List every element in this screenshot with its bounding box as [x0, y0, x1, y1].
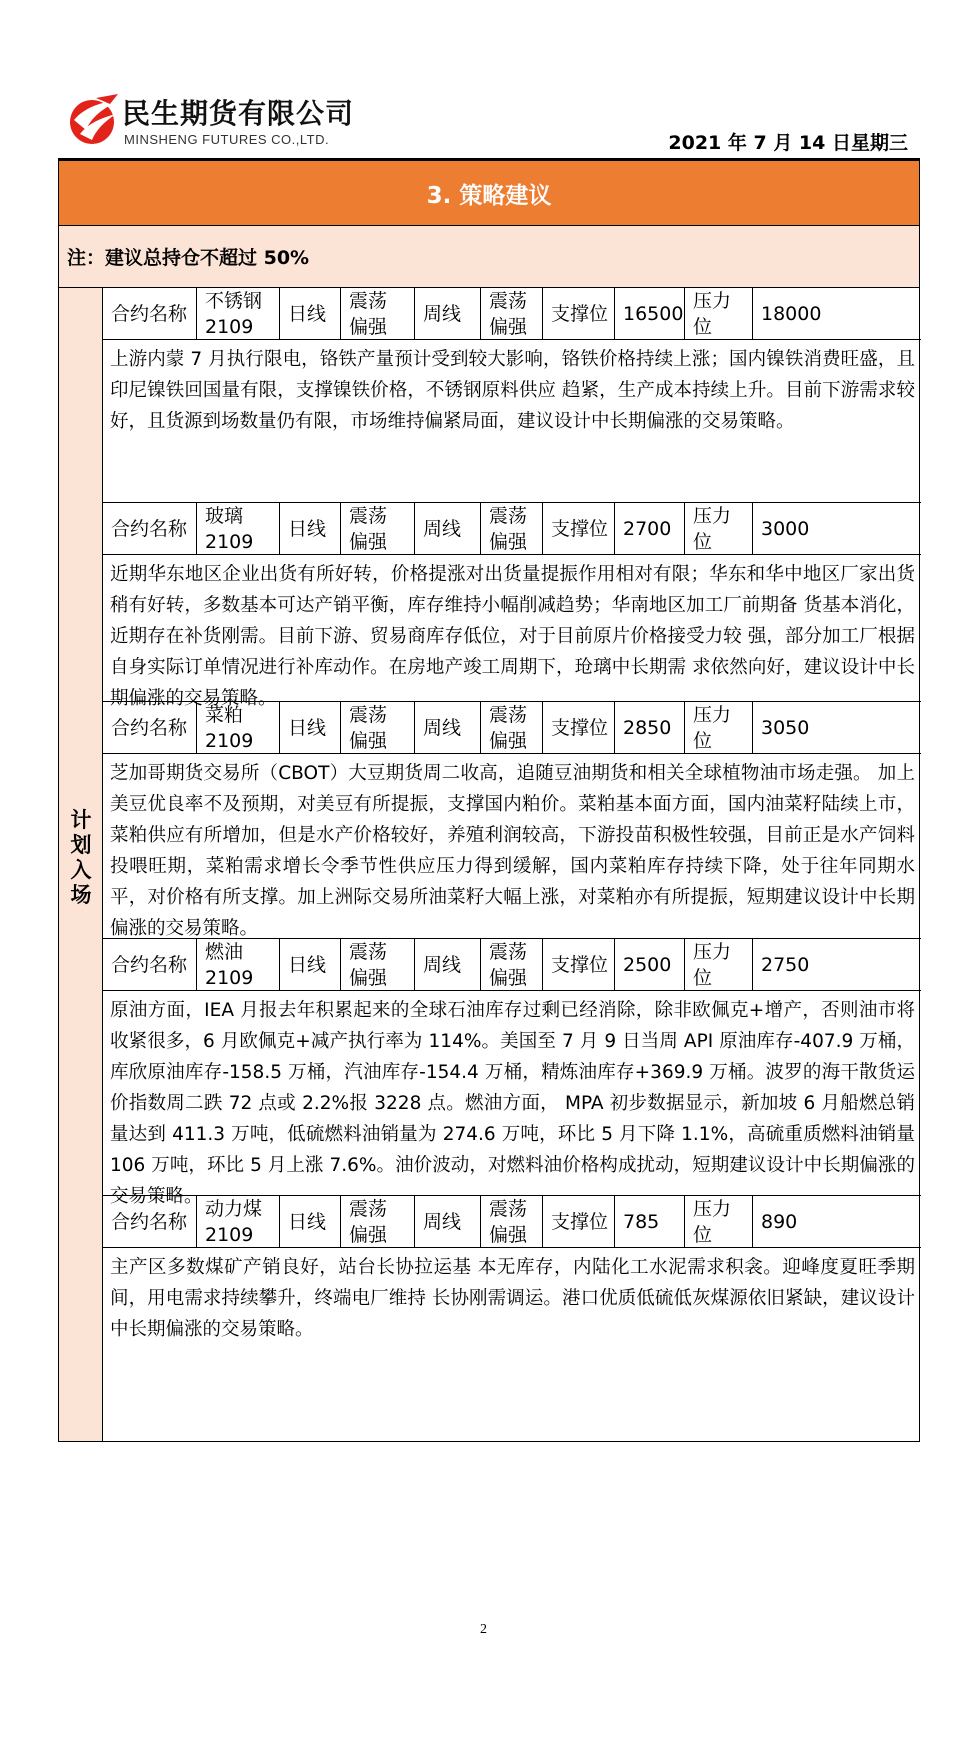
weekly-trend: 震荡 偏强	[481, 1196, 543, 1247]
pressure-value: 3050	[761, 716, 810, 739]
support-label: 支撑位	[543, 702, 615, 753]
contract-analysis: 近期华东地区企业出货有所好转，价格提涨对出货量提振作用相对有限；华东和华中地区厂家出货稍有好转，多数基本可达产销平衡，库存维持小幅削减趋势；华南地区加工厂前期备 货基本消化，近期存在补货刚需。目前下游、贸易商库存低位，对于目前原片价格接受力较 强，部分加工厂根据自身实际订单情况进行补库动作。在房地产竣工周期下，玱璃中长期需 求依然向好，建议设计中长期偏涨的交易策略。	[103, 555, 921, 702]
pressure-label: 压力 位	[685, 503, 753, 554]
contract-row	[103, 702, 921, 754]
weekly-label: 周线	[415, 702, 481, 753]
pressure-label: 压力 位	[685, 1196, 753, 1247]
contract-name: 菜粕 2109	[197, 702, 280, 753]
support-value: 2850	[615, 702, 685, 753]
page-header	[58, 88, 920, 156]
weekly-trend: 震荡 偏强	[481, 288, 543, 339]
contract-name: 不锈钢 2109	[197, 288, 280, 339]
daily-label: 日线	[280, 702, 341, 753]
support-label: 支撑位	[543, 1196, 615, 1247]
minsheng-logo-icon	[66, 90, 122, 148]
contract-row	[103, 1196, 921, 1248]
contract-label: 合约名称	[103, 503, 197, 554]
pressure-value: 890	[761, 1210, 798, 1233]
contract-analysis: 原油方面，IEA 月报去年积累起来的全球石油库存过剩已经消除，除非欧佩克+增产，否则油市将收紧很多，6 月欧佩克+减产执行率为 114%。美国至 7 月 9 日当周 API 原油库存-407.9 万桶，库欣原油库存-158.5 万桶，汽油库存-154.4 万桶，精炼油库存+369.9 万桶。波罗的海干散货运价指数周二跌 72 点或 2.2%报 3228 点。燃油方面， MPA 初步数据显示，新加坡 6 月船燃总销量达到 411.3 万吨，低硫燃料油销量为 274.6 万吨，环比 5 月下降 1.1%，高硫重质燃料油销量 106 万吨，环比 5 月上涨 7.6%。油价波动，对燃料油价格构成扰动，短期建议设计中长期偏涨的交易策略。	[103, 991, 921, 1196]
contract-row	[103, 503, 921, 555]
contract-label: 合约名称	[103, 288, 197, 339]
contract-analysis: 主产区多数煤矿产销良好，站台长协拉运基 本无库存，内陆化工水泥需求积衾。迎峰度夏旺季期间，用电需求持续攀升，终端电厂维持 长协刚需调运。港口优质低硫低灰煤源依旧紧缺，建议设计中长期偏涨的交易策略。	[110, 1257, 915, 1340]
pressure-value: 2750	[761, 953, 810, 976]
daily-trend: 震荡 偏强	[341, 939, 415, 990]
contract-analysis: 芝加哥期货交易所（CBOT）大豆期货周二收高，追随豆油期货和相关全球植物油市场走强。 加上美豆优良率不及预期，对美豆有所提振，支撑国内粕价。菜粕基本面方面，国内油菜籽陆续上市，菜粕供应有所增加，但是水产价格较好，养殖利润较高，下游投苗积极性较强，目前正是水产饲料投喂旺期，菜粕需求增长令季节性供应压力得到缓解，国内菜粕库存持续下降，处于往年同期水平，对价格有所支撑。加上洲际交易所油菜籽大幅上涨，对菜粕亦有所提振，短期建议设计中长期偏涨的交易策略。	[103, 754, 921, 939]
pressure-label: 压力 位	[685, 702, 753, 753]
company-name-en: MINSHENG FUTURES CO.,LTD.	[124, 132, 330, 147]
contract-label: 合约名称	[103, 1196, 197, 1247]
contract-name: 燃油 2109	[197, 939, 280, 990]
page-number: 2	[480, 1622, 487, 1637]
contract-name: 玻璃 2109	[197, 503, 280, 554]
contract-label: 合约名称	[103, 702, 197, 753]
support-value: 2500	[615, 939, 685, 990]
entry-plan-sidebar	[59, 288, 103, 1441]
position-note: 注：建议总持仓不超过 50%	[59, 226, 919, 288]
pressure-label: 压力 位	[685, 288, 753, 339]
sidebar-label: 计划入场	[70, 808, 92, 907]
contract-row	[103, 939, 921, 991]
support-value: 2700	[615, 503, 685, 554]
daily-trend: 震荡 偏强	[341, 503, 415, 554]
pressure-label: 压力 位	[685, 939, 753, 990]
contract-name: 动力煤 2109	[197, 1196, 280, 1247]
contract-analysis: 上游内蒙 7 月执行限电，铬铁产量预计受到较大影响，铬铁价格持续上涨；国内镍铁消费旺盛，且印尼镍铁回国量有限，支撑镍铁价格，不锈钢原料供应 趋紧，生产成本持续上升。目前下游需求较好，且货源到场数量仍有限，市场维持偏紧局面，建议设计中长期偏涨的交易策略。	[103, 340, 921, 503]
report-date: 2021 年 7 月 14 日星期三	[668, 132, 908, 154]
section-title: 3. 策略建议	[59, 161, 919, 226]
support-value: 785	[615, 1196, 685, 1247]
weekly-label: 周线	[415, 1196, 481, 1247]
weekly-label: 周线	[415, 503, 481, 554]
weekly-trend: 震荡 偏强	[481, 939, 543, 990]
daily-trend: 震荡 偏强	[341, 1196, 415, 1247]
support-label: 支撑位	[543, 503, 615, 554]
weekly-label: 周线	[415, 939, 481, 990]
daily-trend: 震荡 偏强	[341, 702, 415, 753]
daily-label: 日线	[280, 1196, 341, 1247]
contract-label: 合约名称	[103, 939, 197, 990]
daily-trend: 震荡 偏强	[341, 288, 415, 339]
weekly-trend: 震荡 偏强	[481, 702, 543, 753]
pressure-value: 18000	[761, 302, 822, 325]
company-name-cn: 民生期货有限公司	[122, 97, 355, 130]
daily-label: 日线	[280, 503, 341, 554]
support-label: 支撑位	[543, 288, 615, 339]
pressure-value: 3000	[761, 517, 810, 540]
contract-row	[103, 288, 921, 340]
daily-label: 日线	[280, 288, 341, 339]
daily-label: 日线	[280, 939, 341, 990]
support-value: 16500	[615, 288, 685, 339]
company-logo	[66, 88, 366, 156]
support-label: 支撑位	[543, 939, 615, 990]
weekly-label: 周线	[415, 288, 481, 339]
weekly-trend: 震荡 偏强	[481, 503, 543, 554]
strategy-table	[58, 160, 920, 1442]
